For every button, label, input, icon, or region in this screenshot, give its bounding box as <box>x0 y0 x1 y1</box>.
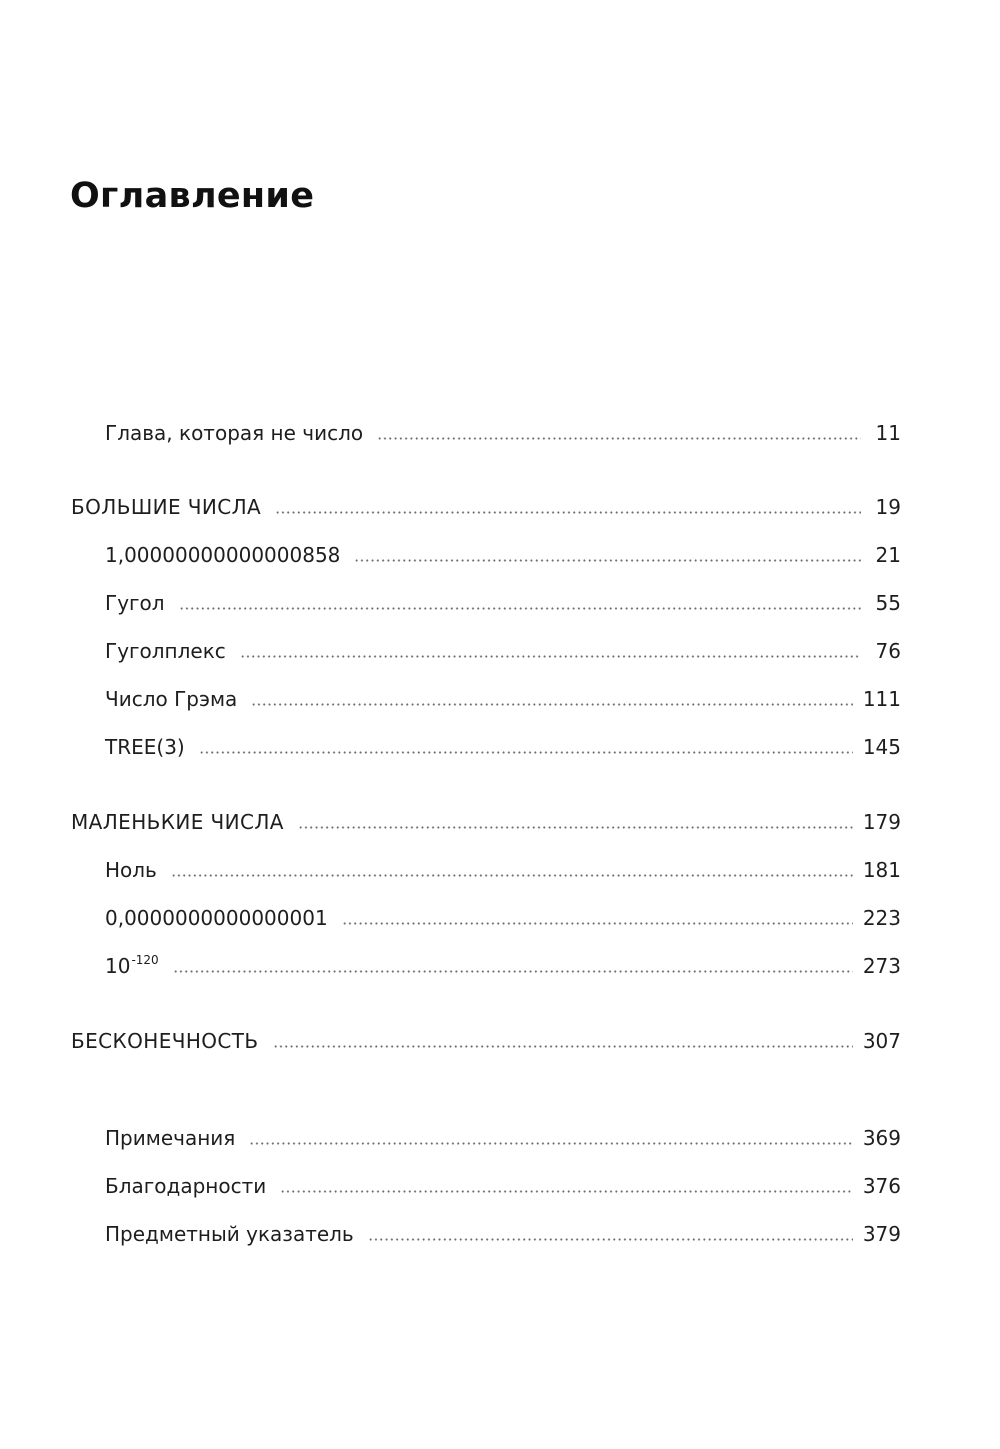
toc-page-number: 145 <box>862 735 901 759</box>
toc-entry-label: 1,00000000000000858 <box>105 543 341 567</box>
toc-page-number: 55 <box>875 591 901 615</box>
toc-entry-10-minus-120[interactable] <box>105 948 901 978</box>
toc-page-number: 181 <box>862 858 901 882</box>
dot-leader <box>280 1190 853 1193</box>
toc-entry-label: TREE(3) <box>105 735 185 759</box>
toc-page-number: 111 <box>862 687 901 711</box>
toc-section-label: БОЛЬШИЕ ЧИСЛА <box>71 495 262 519</box>
toc-section-infinity[interactable] <box>71 1023 901 1053</box>
toc-entry-label: Гугол <box>105 591 165 615</box>
toc-entry-0-0000001[interactable] <box>105 900 901 930</box>
toc-section-label: МАЛЕНЬКИЕ ЧИСЛА <box>71 810 284 834</box>
dot-leader <box>298 826 853 829</box>
toc-entry-label: Число Грэма <box>105 687 238 711</box>
toc-page-number: 19 <box>875 495 901 519</box>
toc-page-number: 273 <box>862 954 901 978</box>
dot-leader <box>199 751 853 754</box>
toc-entry-label: Примечания <box>105 1126 236 1150</box>
toc-section-big-numbers[interactable] <box>71 489 901 519</box>
dot-leader <box>249 1142 853 1145</box>
toc-page-number: 76 <box>875 639 901 663</box>
dot-leader <box>171 874 853 877</box>
toc-entry-label: Благодарности <box>105 1174 267 1198</box>
power-base: 10 <box>105 954 131 978</box>
toc-entry-label: Глава, которая не число <box>105 421 364 445</box>
toc-entry-googolplex[interactable] <box>105 633 901 663</box>
toc-entry-label: Предметный указатель <box>105 1222 354 1246</box>
toc-entry-zero[interactable] <box>105 852 901 882</box>
toc-entry-googol[interactable] <box>105 585 901 615</box>
toc-entry-index[interactable] <box>105 1216 901 1246</box>
dot-leader <box>251 703 853 706</box>
dot-leader <box>354 559 861 562</box>
toc-section-small-numbers[interactable] <box>71 804 901 834</box>
dot-leader <box>173 970 853 973</box>
toc-page-number: 21 <box>875 543 901 567</box>
dot-leader <box>179 607 861 610</box>
toc-page-number: 379 <box>862 1222 901 1246</box>
dot-leader <box>240 655 861 658</box>
toc-entry-graham-number[interactable] <box>105 681 901 711</box>
toc-entry-label <box>105 954 159 978</box>
toc-entry-label: 0,0000000000000001 <box>105 906 328 930</box>
toc-page-number: 223 <box>862 906 901 930</box>
toc-entry-acknowledgements[interactable] <box>105 1168 901 1198</box>
dot-leader <box>377 437 861 440</box>
toc-section-label: БЕСКОНЕЧНОСТЬ <box>71 1029 259 1053</box>
toc-entry-notes[interactable] <box>105 1120 901 1150</box>
power-exponent: -120 <box>131 953 159 967</box>
dot-leader <box>342 922 853 925</box>
toc-entry-label: Гуголплекс <box>105 639 226 663</box>
toc-page-number: 11 <box>875 421 901 445</box>
toc-page-number: 307 <box>862 1029 901 1053</box>
toc-entry-intro[interactable] <box>105 415 901 445</box>
toc-entry-label: Ноль <box>105 858 157 882</box>
toc-entry-1-000858[interactable] <box>105 537 901 567</box>
dot-leader <box>273 1045 853 1048</box>
toc-page-number: 179 <box>862 810 901 834</box>
dot-leader <box>368 1238 853 1241</box>
toc-page-number: 369 <box>862 1126 901 1150</box>
dot-leader <box>275 511 861 514</box>
toc-entry-tree3[interactable] <box>105 729 901 759</box>
page-title: Оглавление <box>70 176 315 216</box>
toc-page-number: 376 <box>862 1174 901 1198</box>
